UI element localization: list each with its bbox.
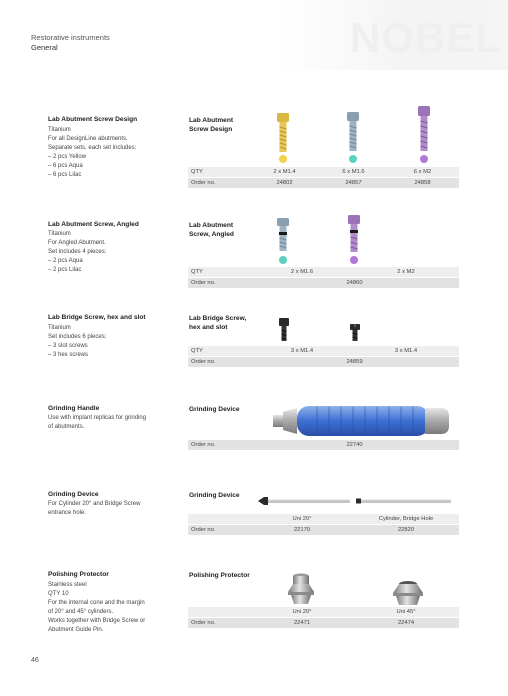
hex-screw-image	[278, 318, 290, 342]
table-row	[188, 440, 459, 450]
aqua-color-dot	[279, 256, 287, 264]
s5-col-title: Grinding Device	[189, 492, 240, 499]
table-row	[188, 607, 459, 617]
s1-desc: Titanium For all DesignLine abutments. Separate sets, each set includes: – 2 pcs Yellow – 6 pcs Aqua – 6 pcs Lilac	[48, 127, 137, 178]
grinding-bur-bridge-hole-image	[356, 495, 454, 507]
s1-screw-yellow-image	[276, 113, 290, 153]
polishing-protector-uni20-image	[286, 572, 316, 606]
qty-label: QTY	[191, 169, 203, 175]
s4-desc: Use with implant replicas for grinding of abutments.	[48, 415, 147, 430]
s4-col-title: Grinding Device	[189, 406, 240, 413]
order-cell: 24858	[414, 180, 431, 186]
yellow-color-dot	[279, 155, 287, 163]
s2-col-title: Lab Abutment Screw, Angled	[189, 222, 234, 238]
order-cell: 22471	[293, 620, 311, 626]
order-label: Order no.	[191, 359, 216, 365]
table-row	[188, 167, 459, 177]
variant-cell: Cylinder, Bridge Hole	[378, 516, 434, 522]
s1-screw-lilac-image	[417, 106, 431, 152]
qty-cell: 3 x M1.4	[394, 348, 418, 354]
order-cell: 24802	[276, 180, 293, 186]
subsection-header: General	[31, 43, 58, 52]
order-cell: 24860	[346, 280, 363, 286]
qty-cell: 2 x M2	[397, 269, 415, 275]
s6-col-title: Polishing Protector	[189, 572, 250, 579]
variant-cell: Uni 45°	[396, 609, 416, 615]
lilac-color-dot	[350, 256, 358, 264]
table-row	[188, 178, 459, 188]
table-row	[188, 357, 459, 367]
table-row	[188, 618, 459, 628]
s5-title: Grinding Device	[48, 491, 99, 498]
qty-label: QTY	[191, 269, 203, 275]
aqua-color-dot	[349, 155, 357, 163]
s2-screw-lilac-image	[347, 215, 361, 253]
order-cell: 24857	[345, 180, 362, 186]
order-label: Order no.	[191, 527, 216, 533]
qty-cell: 2 x M1.4	[273, 169, 296, 175]
s5-table	[188, 514, 459, 536]
s6-table	[188, 607, 459, 629]
grinding-handle-image	[273, 404, 453, 438]
order-cell: 22474	[397, 620, 415, 626]
order-cell: 22170	[293, 527, 311, 533]
polishing-protector-uni45-image	[391, 580, 425, 606]
s1-table	[188, 167, 459, 189]
s3-title: Lab Bridge Screw, hex and slot	[48, 314, 146, 321]
s1-title: Lab Abutment Screw Design	[48, 116, 138, 123]
lilac-color-dot	[420, 155, 428, 163]
slot-screw-image	[349, 324, 361, 342]
s4-title: Grinding Handle	[48, 405, 100, 412]
s1-screw-aqua-image	[346, 112, 360, 152]
order-label: Order no.	[191, 280, 216, 286]
order-label: Order no.	[191, 620, 216, 626]
s5-desc: For Cylinder 20° and Bridge Screw entrance hole.	[48, 501, 141, 516]
grinding-bur-uni20-image	[256, 495, 352, 507]
order-label: Order no.	[191, 442, 216, 448]
qty-cell: 6 x M2	[413, 169, 432, 175]
order-cell: 22740	[346, 442, 363, 448]
order-cell: 24859	[346, 359, 363, 365]
s3-table	[188, 346, 459, 368]
page-number: 46	[31, 657, 39, 664]
s6-title: Polishing Protector	[48, 571, 109, 578]
s2-desc: Titanium For Angled Abutment. Set includes 4 pieces: – 2 pcs Aqua – 2 pcs Lilac	[48, 231, 107, 273]
s3-col-title: Lab Bridge Screw, hex and slot	[189, 315, 247, 331]
s3-desc: Titanium Set includes 6 pieces: – 3 slot screws – 3 hex screws	[48, 325, 107, 358]
qty-cell: 3 x M1.4	[290, 348, 314, 354]
watermark-band	[278, 0, 508, 70]
s6-desc: Stainless steel QTY 10 For the internal cone and the margin of 20° and 45° cylinders. Works together with Bridge Screw or Abutment Guide Pin.	[48, 582, 146, 633]
table-row	[188, 267, 459, 277]
qty-label: QTY	[191, 348, 203, 354]
s4-table	[188, 440, 459, 451]
s2-title: Lab Abutment Screw, Angled	[48, 221, 139, 228]
qty-cell: 6 x M1.6	[342, 169, 365, 175]
table-row	[188, 346, 459, 356]
s2-table	[188, 267, 459, 289]
variant-cell: Uni 20°	[292, 609, 312, 615]
qty-cell: 2 x M1.6	[290, 269, 314, 275]
watermark-text: NOBEL	[350, 14, 502, 61]
s1-col-title: Lab Abutment Screw Design	[189, 117, 234, 133]
table-row	[188, 514, 459, 524]
table-row	[188, 525, 459, 535]
s2-screw-aqua-image	[276, 218, 290, 252]
table-row	[188, 278, 459, 288]
order-label: Order no.	[191, 180, 216, 186]
order-cell: 22820	[397, 527, 415, 533]
variant-cell: Uni 20°	[292, 516, 312, 522]
section-header: Restorative instruments	[31, 33, 110, 42]
